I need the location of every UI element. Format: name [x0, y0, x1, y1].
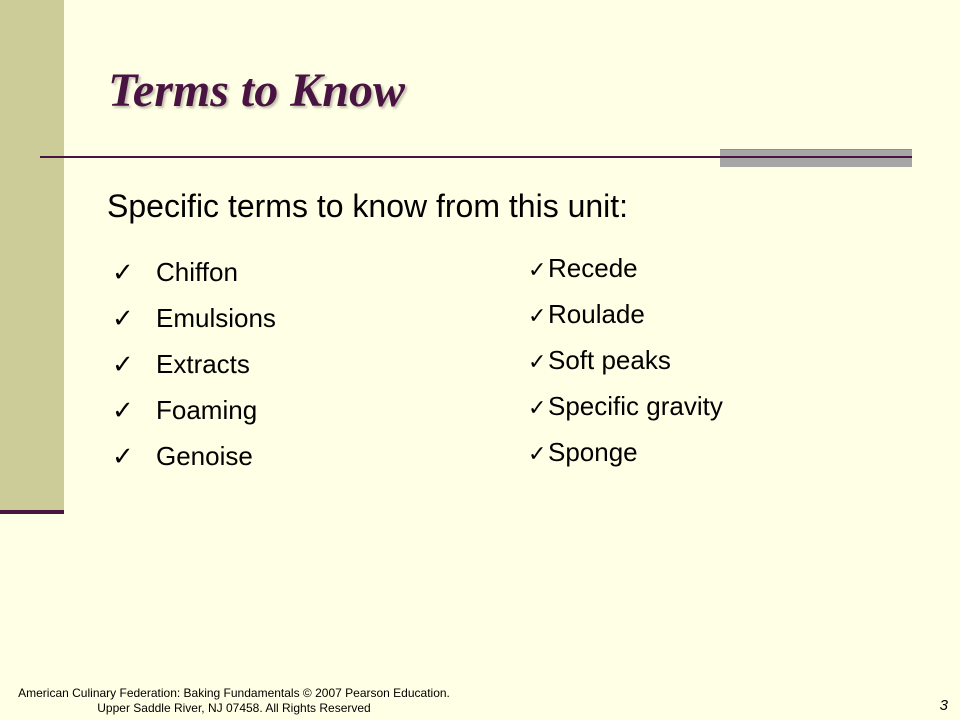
term-label: Recede	[548, 253, 638, 283]
checkmark-icon: ✓	[528, 303, 547, 328]
list-item	[112, 433, 276, 479]
list-item	[528, 429, 723, 475]
title-divider-accent	[720, 149, 912, 167]
checkmark-icon: ✓	[528, 257, 547, 282]
list-item	[528, 245, 723, 291]
checkmark-icon: ✓	[112, 349, 134, 379]
page-number: 3	[939, 697, 948, 714]
checkmark-icon: ✓	[528, 441, 547, 466]
checkmark-icon: ✓	[112, 395, 134, 425]
term-label: Genoise	[156, 441, 253, 471]
list-item	[528, 291, 723, 337]
slide-title: Terms to Know	[108, 64, 405, 117]
checkmark-icon: ✓	[112, 257, 134, 287]
terms-list-left	[112, 249, 276, 479]
term-label: Emulsions	[156, 303, 276, 333]
copyright-footer: American Culinary Federation: Baking Fundamentals © 2007 Pearson Education. Upper Saddle River, NJ 07458. All Rights Reserved	[18, 686, 450, 715]
slide-subtitle: Specific terms to know from this unit:	[107, 188, 629, 224]
list-item	[528, 337, 723, 383]
checkmark-icon: ✓	[112, 303, 134, 333]
term-label: Foaming	[156, 395, 258, 425]
checkmark-icon: ✓	[528, 395, 547, 420]
term-label: Extracts	[156, 349, 250, 379]
list-item	[528, 383, 723, 429]
list-item	[112, 341, 276, 387]
term-label: Chiffon	[156, 257, 238, 287]
sidebar-underline	[0, 510, 64, 514]
term-label: Sponge	[548, 437, 638, 467]
term-label: Soft peaks	[548, 345, 671, 375]
list-item	[112, 387, 276, 433]
list-item	[112, 249, 276, 295]
checkmark-icon: ✓	[528, 349, 547, 374]
left-sidebar-bar	[0, 0, 64, 511]
list-item	[112, 295, 276, 341]
terms-list-right	[528, 245, 723, 475]
checkmark-icon: ✓	[112, 441, 134, 471]
term-label: Roulade	[548, 299, 645, 329]
term-label: Specific gravity	[548, 391, 723, 421]
